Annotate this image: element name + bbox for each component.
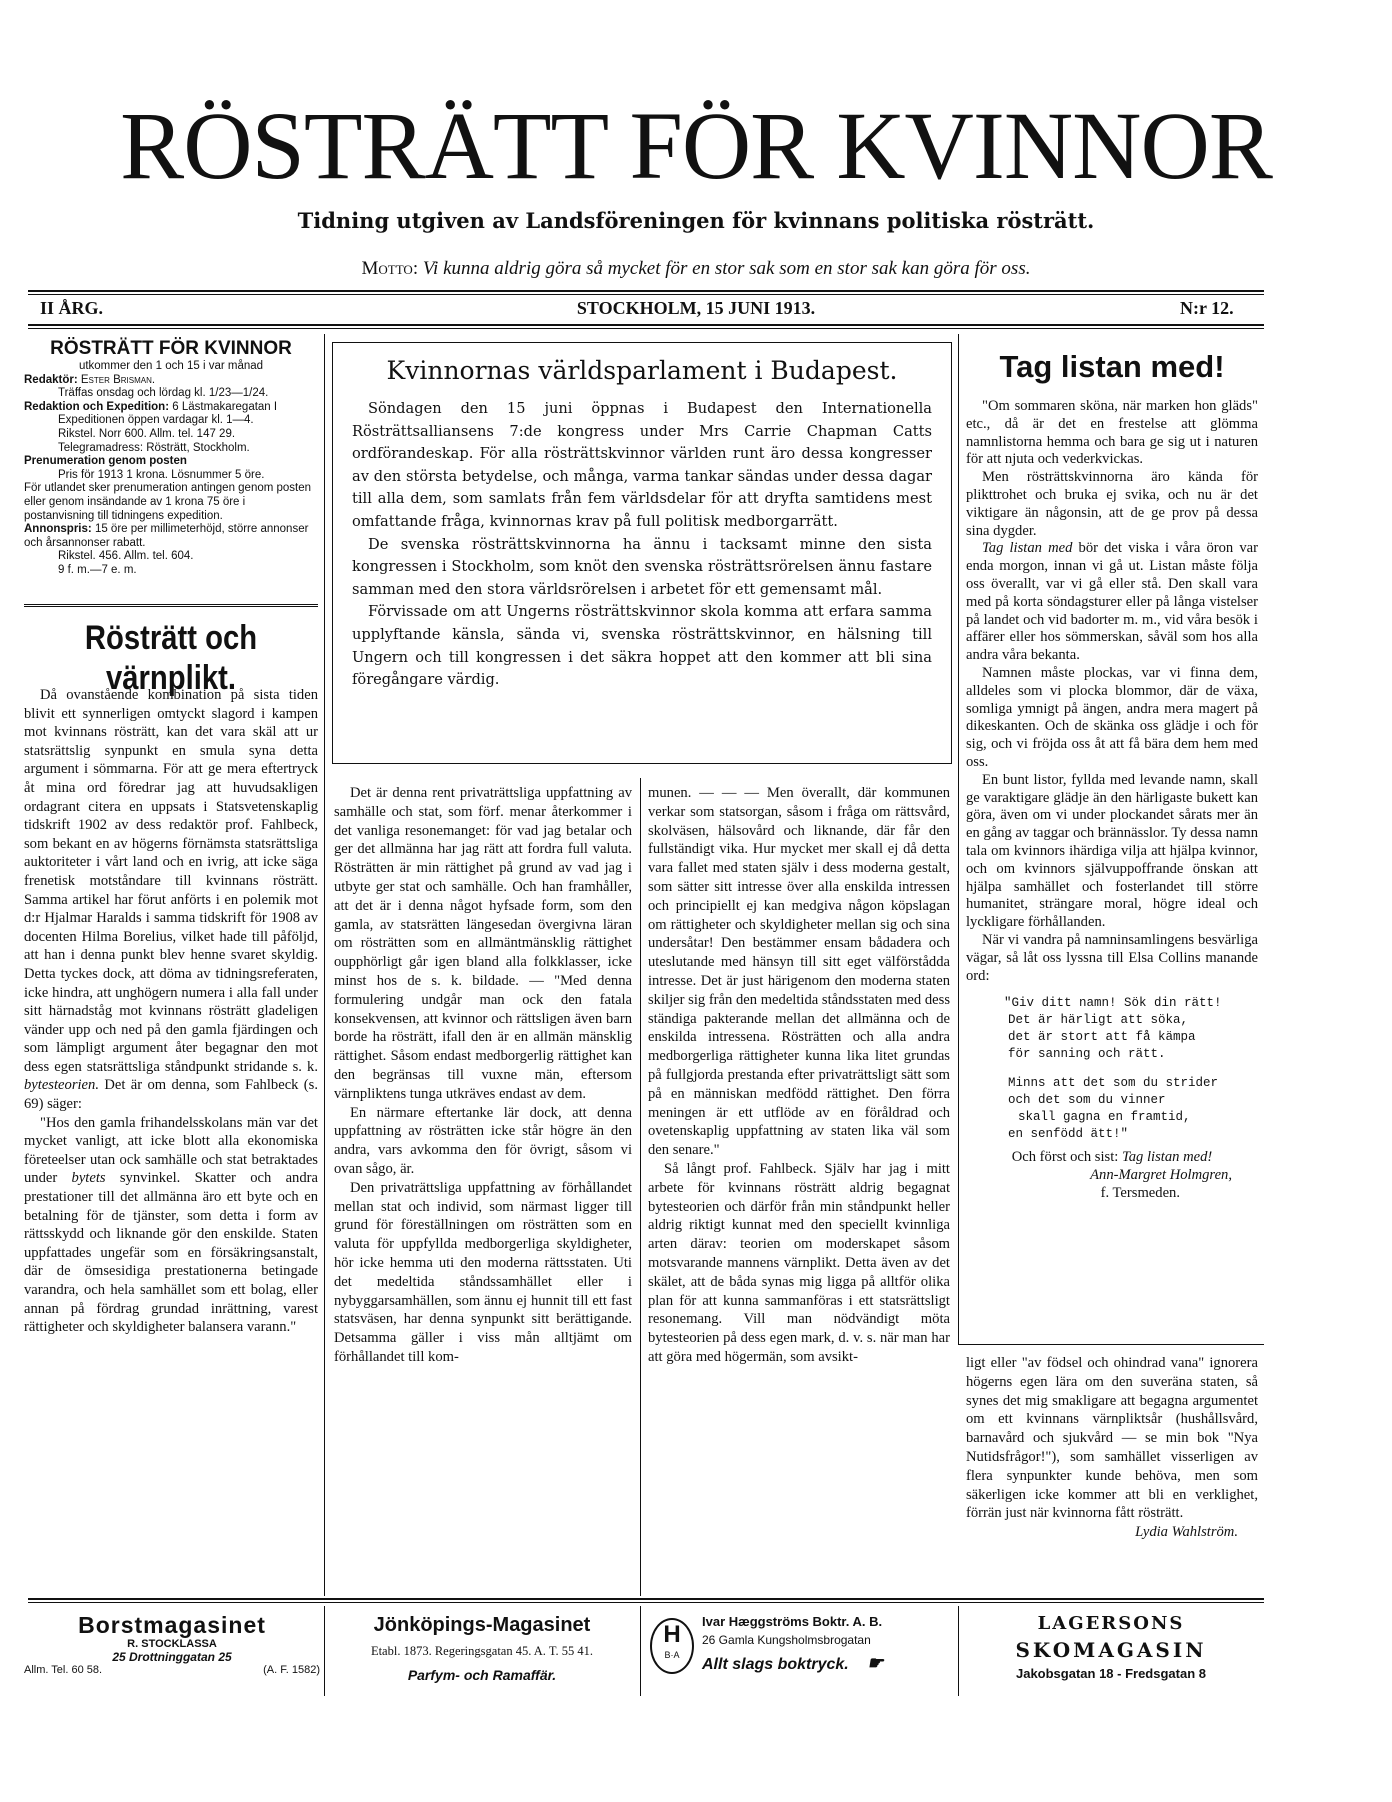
imprint-phones: Rikstel. Norr 600. Allm. tel. 147 29. — [58, 427, 236, 440]
center-box-headline: Kvinnornas världsparlament i Budapest. — [386, 356, 898, 385]
imprint-telegram: Telegramadress: Rösträtt, Stockholm. — [58, 441, 250, 454]
poem-line: och det som du vinner — [1008, 1093, 1166, 1108]
right-article-p3: bör det viska i våra öron var enda morgon, innan vi gå ut. Listan måste följa oss överallt, var vi gå eller stå. Den skall vara med på korta söndagsturer eller på långa vistelser på landet och vid badorter m. m., vid våra besök i affärer eller hos sömmerskan, såväl som hos alla andra våra bekanta. — [966, 540, 1259, 664]
mid-col1-p2: En närmare eftertanke lär dock, att denna uppfattning av rösträtten icke står högre än den andra, vars avkomma den för övrigt, såsom vi ovan sågo, är. — [334, 1104, 632, 1177]
ad-title: LAGERSONS — [1037, 1613, 1185, 1634]
ad-title: Ivar Hæggströms Boktr. A. B. — [702, 1614, 883, 1629]
ad-subtitle: SKOMAGASIN — [1015, 1638, 1207, 1662]
poem-line: Det är härligt att söka, — [1008, 1013, 1189, 1028]
right-article-signature-nee: f. Tersmeden. — [1100, 1184, 1180, 1201]
imprint-office-hours: Expeditionen öppen vardagar kl. 1—4. — [58, 414, 254, 427]
imprint-ads-label: Annonspris: — [24, 523, 92, 536]
column-divider — [958, 334, 959, 1344]
right-article-p5: En bunt listor, fyllda med levande namn, skall ge varaktigare glädje än den härligaste bukett kan göra, även om vi under plockandet sårats mer än en gång av taggar och brännässlor. Ty dessa namn tala om kvinnors ihärdiga vilja att hjälpa kvinnor, och om kvinnors självuppoffrande önskan att hjälpa samhället och fosterlandet till större humanitet, strängare moral, högre ideal och lyckligare förhållanden. — [966, 771, 1258, 931]
ad-line: Etabl. 1873. Regeringsgatan 45. A. T. 55 41. — [370, 1644, 594, 1658]
logo-letter: H — [663, 1621, 681, 1648]
poem-stanza-break — [1004, 1063, 1258, 1075]
ad-address: 25 Drottninggatan 25 — [112, 1650, 232, 1664]
mid-col2-p1: munen. — — — Men överallt, där kommunen verkar som statsorgan, såsom i fråga om rättsvård, skolväsen, hälsovård och liknande, där får den fullständigt vika. Hur mycket mer skall ej då detta vara fallet med staten själv i dess moderna gestalt, som sätter sitt intresse över alla enskilda intressen och principiellt ej kan medgiva någon köpslagan om rättigheter och skyldigheter mellan sig och sina undersåtar! Den bestämmer ensam bådadera och uteslutande med hänsyn till sitt eget välförstådda intresse. Det är just härigenom den moderna staten skiljer sig från den medeltida ståndsstaten med dess ständiga pakterande mellan det allmänna och de enskilda intressena. Rösträtten och alla andra medborgerliga rättigheter kunna lika litet grundas på fullgjorda prestanda efter privaträttsligt sätt som på en människan medfödd rättighet. Den förra meningen är ett utflöde av en föråldrad och ovetenskaplig uppfattning av staten lika väl som den senare." — [648, 785, 950, 1159]
ad-jonkopings-magasinet — [330, 1612, 634, 1683]
right-article-p2: Men rösträttskvinnorna äro kända för plikttrohet och bruka ej svika, och nu är det viktigare än någonsin, att de ge prov på dessa sina dygder. — [966, 469, 1258, 539]
poem-line: skall gagna en framtid, — [1018, 1110, 1191, 1125]
imprint-editor-label: Redaktör: — [24, 373, 78, 386]
left-article-p1: Då ovanstående kombination på sista tiden blivit ett synnerligen omtyckt slagord i kampen mot kvinnans rösträtt, kan det vara skäl att ur statsrättslig synpunkt en smula syna detta argument i sömmarna. För att ge mera eftertryck åt mina ord föredrar jag att huvudsakligen ordagrant citera en uppsats i Statsvetenskaplig tidskrift 1902 av dess redaktör prof. Fahlbeck, som bekant en av högerns förnämsta statsrättsliga auktoriteter i vårt land och en ivrig, att icke säga frenetisk motståndare till kvinnans rösträtt. Samma artikel har förut anförts i en polemik mot d:r Hjalmar Haralds i samma tidskrift för 1908 av docenten Hilma Borelius, vilket hade till påföljd, att han i denna punkt blev henne svaret skyldig. Detta tyckes dock, att döma av tidningsreferaten, icke hindra, att unghögern numera i alla fall under sitt härnadståg mot kvinnans rösträtt gladeligen vänder upp och ned på den gamla fjärdingen och som lämpligt argument åter begagnar den mot dess egen statsrättsliga ståndpunkt stridande s. k. — [24, 687, 318, 1075]
column-divider — [324, 334, 325, 1596]
newspaper-subtitle: Tidning utgiven av Landsföreningen för kvinnans politiska rösträtt. — [297, 208, 1095, 233]
divider — [28, 1598, 1264, 1600]
ad-lagersons — [964, 1612, 1258, 1681]
right-article-closing: Och först och sist: — [1011, 1149, 1119, 1166]
middle-column-2 — [648, 784, 950, 1367]
imprint-ads-hours: 9 f. m.—7 e. m. — [58, 563, 137, 576]
imprint-ads-phones: Rikstel. 456. Allm. tel. 604. — [58, 550, 194, 563]
divider — [24, 604, 318, 607]
ad-title: Borstmagasinet — [78, 1612, 266, 1638]
left-article-p2-emphasis: bytets — [71, 1170, 106, 1187]
poem-line: det är stort att få kämpa — [1008, 1030, 1196, 1045]
poem-line: "Giv ditt namn! Sök din rätt! — [1004, 996, 1222, 1011]
ad-owner: R. STOCKLASSA — [127, 1638, 217, 1650]
divider — [958, 1344, 1264, 1345]
column-divider — [640, 778, 641, 1596]
imprint-office-address: 6 Lästmakaregatan I — [172, 400, 278, 413]
ad-address: 26 Gamla Kungsholmsbrogatan — [702, 1633, 871, 1647]
divider — [28, 1602, 1264, 1603]
divider — [28, 328, 1264, 329]
right-continuation-signature: Lydia Wahlström. — [1135, 1524, 1238, 1541]
left-article-p2b: synvinkel. Skatter och andra prestationer till det allmänna äro ett byte och en betalning för de tjänster, som detta i form av rättsskydd och liknande gör den enskilde. Staten uppfattades ungefär som en försäkringsanstalt, där de ömsesidiga prestationerna betingade varandra, och hela samhället som ett bolag, eller annan på fördrag grundad inrättning, varest rättigheter och skyldigheter balansera varann." — [24, 1170, 318, 1336]
left-article-p1-end: Det är om denna, som Fahlbeck (s. 69) säger: — [24, 1077, 318, 1113]
dateline: STOCKHOLM, 15 JUNI 1913. — [576, 298, 816, 318]
right-article-headline: Tag listan med! — [999, 349, 1225, 384]
center-box-p2: De svenska rösträttskvinnorna ha ännu i tacksamt minne den sista kongressen i Stockholm, som knöt den svenska rösträttsrörelsen ännu fastare samman med den stora världsrörelsen i arbetet för ett gemensamt mål. — [352, 535, 932, 598]
mid-col1-p3: Den privaträttsliga uppfattning av förhållandet mellan stat och individ, som närmast ligger till grund för föreställningen om rösträtten som en valuta för uppfyllda medborgerliga skyldigheter, hör icke hemma uti den moderna rättsstaten. Uti det medeltida ståndssamhället eller i nybyggarsamhällen, som ännu ej hunnit till ett fast statsväsen, har denna synpunkt sitt berättigande. Detsamma gäller i viss mån alltjämt om förhållandet till kom- — [334, 1179, 632, 1365]
imprint-title: RÖSTRÄTT FÖR KVINNOR — [50, 338, 292, 359]
imprint-editor: Ester Brisman. — [80, 373, 156, 386]
imprint-editor-hours: Träffas onsdag och lördag kl. 1/23—1/24. — [58, 387, 269, 400]
newspaper-title: RÖSTRÄTT FÖR KVINNOR — [120, 92, 1272, 199]
divider — [28, 324, 1264, 326]
middle-column-1 — [334, 784, 632, 1367]
ad-title: Jönköpings-Magasinet — [373, 1614, 591, 1636]
mid-col2-p2: Så långt prof. Fahlbeck. Själv har jag i mitt arbete för kvinnans rösträtt aldrig begagnat bytesteorien och därför från min ståndpunkt heller aldrig riktigt kunnat med den speciellt kvinnliga arten därav: teorien om moderskapet såsom motsvarande mannens värnplikt. Detta även av det skälet, att de båda synas mig ligga på alltför olika plan för att kunna sammanföras i ett statsrättsligt resonemang. Vill man nödvändigt möta bytesteorien på dess egen mark, d. v. s. när man har att göra med högermän, som avsikt- — [648, 1160, 950, 1365]
right-article-signature: Ann-Margret Holmgren, — [1090, 1167, 1232, 1184]
mid-col1-p1: Det är denna rent privaträttsliga uppfattning av samhälle och stat, som förf. menar återkommer i det vanliga resonemanget: för vad jag betalar och ger det allmänna har jag rätt att fordra full valuta. Rösträtten är min rättighet på grund av vad jag i utbyte ger stat och samhälle. Och han framhåller, att det är i denna något hyfsade form, som den gamla, av statsrätten längesedan övergivna läran om rösträtten som en allmäntmänsklig rättighet oupphörligt går igen bland alla folkklasser, icke minst hos de s. k. bildade. — "Med denna formulering undgår man ock den fatala konsekvensen, att kvinnor och rättsligen även barn borde ha rösträtt, ifall den är en allmän mänsklig rättighet. Såsom endast medborgerlig rättighet kan den begränsas till vuxne män, eftersom värnpliktens tunga utkräves endast av dem. — [334, 785, 632, 1102]
right-article-p1: "Om sommaren sköna, när marken hon gläds" etc., då är det en frestelse att glömma namnlistorna hemma och bara ge sig ut i naturen för att njuta och vederkvickas. — [966, 398, 1258, 468]
right-article-p4: Namnen måste plockas, var vi finna dem, alldeles som vi plocka blommor, där de växa, somliga ymnigt på ängen, andra mera magert på dikeskanten. Och de skänka oss glädje i och för sig, och vi fröjda oss åt att få bära dem hem med oss. — [966, 664, 1258, 770]
right-article-p6: När vi vandra på namninsamlingens besvärliga vägar, så låt oss lyssna till Elsa Collins manande ord: — [966, 931, 1258, 984]
poem — [1004, 995, 1258, 1143]
issue-number: N:r 12. — [1180, 298, 1234, 318]
imprint-foreign: För utlandet sker prenumeration antingen genom posten eller genom insändande av 1 krona 75 öre i postanvisning till tidningens expedition. — [24, 482, 312, 522]
center-box-body — [352, 398, 932, 692]
ad-divider — [958, 1606, 959, 1696]
divider — [28, 294, 1264, 295]
motto — [0, 258, 1392, 280]
poem-line: en senfödd ätt!" — [1008, 1127, 1129, 1142]
ad-address: Jakobsgatan 18 - Fredsgatan 8 — [1015, 1666, 1206, 1681]
poem-line: för sanning och rätt. — [1008, 1047, 1166, 1062]
center-box-p3: Förvissade om att Ungerns rösträttskvinnor skola komma att erfara samma upplyftande känsla, sända vi, svenska rösträttskvinnor, en hälsning till Ungern och till kongressen i det säkra hoppet att den kommer att bli sina föregångare värdig. — [352, 603, 932, 689]
right-continuation — [966, 1354, 1258, 1542]
ad-tag: Allt slags boktryck. — [702, 1656, 849, 1673]
ad-phone: Allm. Tel. 60 58. — [24, 1664, 103, 1676]
motto-text: Vi kunna aldrig göra så mycket för en stor sak som en stor sak kan göra för oss. — [422, 258, 1031, 279]
volume-label: II ÅRG. — [40, 298, 104, 318]
imprint-subscription-label: Prenumeration genom posten — [24, 455, 187, 468]
motto-label: Motto: — [361, 258, 419, 279]
logo-sub: B·A — [664, 1650, 680, 1660]
right-article-body — [966, 398, 1258, 1203]
right-article-p3-emphasis: Tag listan med — [982, 540, 1073, 557]
pointing-hand-icon: ☛ — [867, 1653, 884, 1673]
left-article-body — [24, 686, 318, 1337]
right-continuation-text: ligt eller "av födsel och ohindrad vana" ignorera högerns egen lära om den suveräna staten, så synes det mig smakligare att begagna argumentet om ett kvinnans värnpliktsår (hushållsvård, barnavård och sjukvård — se min bok "Nya Nutidsfrågor!"), som samhället visserligen av flera synpunkter kunde behöva, men som säkerligen icke kommer att bli en verklighet, förrän just när kvinnorna fått rösträtt. — [966, 1355, 1258, 1522]
left-article-p1-emphasis: bytesteorien. — [24, 1077, 99, 1094]
ad-tag: Parfym- och Ramaffär. — [407, 1667, 557, 1683]
imprint-ads-text: 15 öre per millimeterhöjd, större annonser och årsannonser rabatt. — [24, 523, 309, 549]
left-article-headline: Rösträtt och värnplikt. — [84, 619, 258, 697]
poem-line: Minns att det som du strider — [1008, 1076, 1219, 1091]
ad-divider — [640, 1606, 641, 1696]
center-box-p1: Söndagen den 15 juni öppnas i Budapest den Internationella Rösträttsalliansens 7:de kongress under Mrs Carrie Chapman Catts ordförandeskap. För alla rösträttskvinnor världen runt äro dessa kongresser av den största betydelse, och många, varma tankar sändas under dessa dagar till alla dem, som samlats från fem världsdelar för att dryfta samtidens mest omfattande fråga, kvinnornas krav på full politisk medborgarrätt. — [352, 400, 932, 530]
ad-divider — [324, 1606, 325, 1696]
divider — [28, 290, 1264, 292]
printer-logo — [650, 1618, 694, 1674]
right-article-closing-emphasis: Tag listan med! — [1121, 1149, 1213, 1166]
ad-code: (A. F. 1582) — [263, 1664, 320, 1676]
ad-borstmagasinet — [24, 1612, 320, 1676]
imprint-office-label: Redaktion och Expedition: — [24, 400, 170, 413]
imprint-box — [24, 338, 318, 578]
left-article-p2a: "Hos den gamla frihandelsskolans män var det mycket vanligt, att icke blott alla ekonomiska företeelser utan ock samhälle och stat betraktades under — [24, 1114, 318, 1187]
imprint-subscription-price: Pris för 1913 1 krona. Lösnummer 5 öre. — [58, 468, 265, 481]
imprint-schedule: utkommer den 1 och 15 i var månad — [78, 360, 264, 372]
